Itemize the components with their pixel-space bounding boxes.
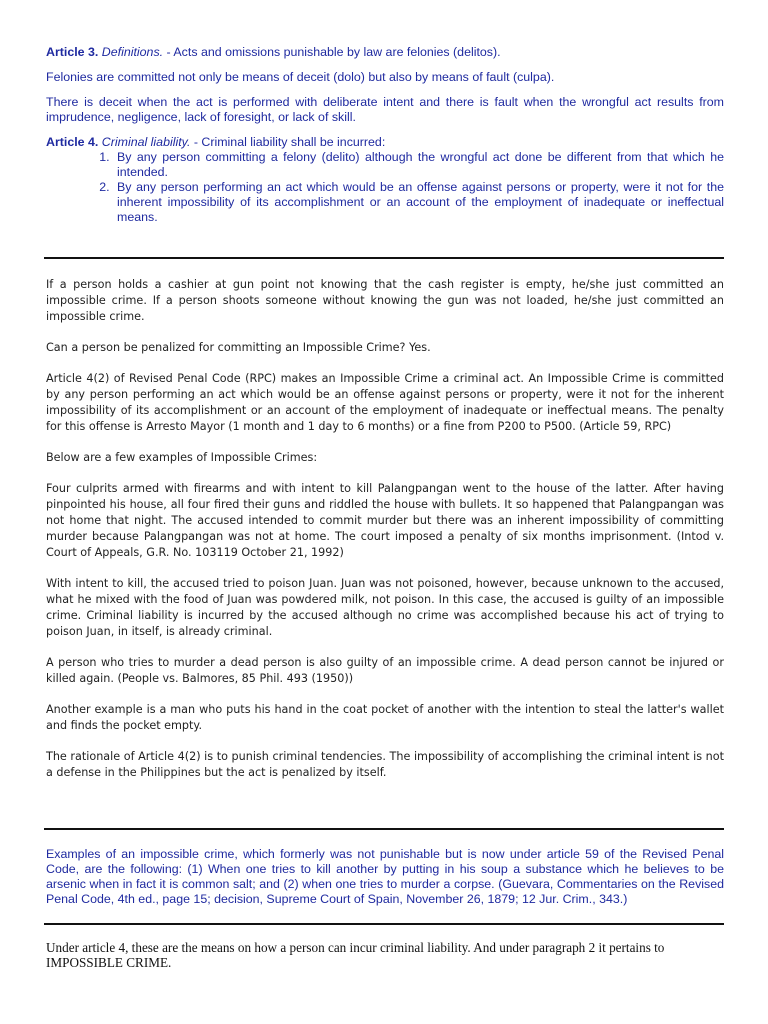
discussion-paragraph: The rationale of Article 4(2) is to punish criminal tendencies. The impossibility of accomplishing the criminal intent is not a defense in the Philippines but the act is penalized by itself. (46, 750, 724, 779)
discussion-section (46, 277, 724, 781)
discussion-paragraph: Can a person be penalized for committing an Impossible Crime? Yes. (46, 341, 431, 354)
discussion-paragraph: Another example is a man who puts his hand in the coat pocket of another with the intention to steal the latter's wallet and finds the pocket empty. (46, 703, 724, 732)
discussion-paragraph: If a person holds a cashier at gun point not knowing that the cash register is empty, he/she just committed an impossible crime. If a person shoots someone without knowing the gun was not loaded, he/she just committed an impossible crime. (46, 278, 724, 323)
discussion-paragraph: With intent to kill, the accused tried to poison Juan. Juan was not poisoned, however, because unknown to the accused, what he mixed with the food of Juan was powdered milk, not poison. In this case, the accused is guilty of an impossible crime. Criminal liability is incurred by the accused although no crime was accomplished because his act of trying to poison Juan, in itself, is already criminal. (46, 577, 724, 638)
list-item: 1. By any person committing a felony (delito) although the wrongful act done be different from that which he intended. (113, 150, 724, 180)
deceit-paragraph: There is deceit when the act is performed with deliberate intent and there is fault when the wrongful act results from imprudence, negligence, lack of foresight, or lack of skill. (46, 95, 724, 124)
statute-section (46, 45, 724, 225)
discussion-paragraph: Article 4(2) of Revised Penal Code (RPC) makes an Impossible Crime a criminal act. An Impossible Crime is committed by any person performing an act which would be an offense against persons or property, were it not for the inherent impossibility of its accomplishment or an account of the employment of inadequate or ineffectual means. The penalty for this offense is Arresto Mayor (1 month and 1 day to 6 months) or a fine from P200 to P500. (Article 59, RPC) (46, 372, 724, 433)
discussion-paragraph: Below are a few examples of Impossible Crimes: (46, 451, 318, 464)
closing-paragraph: Under article 4, these are the means on how a person can incur criminal liability. And under paragraph 2 it pertains to IMPOSSIBLE CRIME. (46, 940, 665, 970)
article-4-title: Criminal liability. (101, 135, 191, 149)
list-item: 2. By any person performing an act which would be an offense against persons or property, were it not for the inherent impossibility of its accomplishment or an account of the employment of inadequate or ineffectual means. (113, 180, 724, 225)
discussion-paragraph: Four culprits armed with firearms and with intent to kill Palangpangan went to the house of the latter. After having pinpointed his house, all four fired their guns and riddled the house with bullets. It so happened that Palangpangan was not home that night. The accused intended to commit murder but there was an inherent impossibility of committing murder because Palangpangan was not at home. The court imposed a penalty of six months imprisonment. (Intod v. Court of Appeals, G.R. No. 103119 October 21, 1992) (46, 482, 724, 559)
divider (44, 257, 724, 259)
closing-section (46, 940, 724, 970)
discussion-paragraph: A person who tries to murder a dead person is also guilty of an impossible crime. A dead person cannot be injured or killed again. (People vs. Balmores, 85 Phil. 493 (1950)) (46, 656, 724, 685)
article-4 (46, 135, 724, 150)
article-3-label: Article 3. (46, 45, 99, 59)
article-3 (46, 45, 724, 60)
divider (44, 828, 724, 830)
felonies-paragraph: Felonies are committed not only be means of deceit (dolo) but also by means of fault (culpa). (46, 70, 555, 84)
article-4-text: - Criminal liability shall be incurred: (190, 135, 386, 149)
divider (44, 923, 724, 925)
guevara-paragraph: Examples of an impossible crime, which formerly was not punishable but is now under article 59 of the Revised Penal Code, are the following: (1) When one tries to kill another by putting in his soup a substance which he believes to be arsenic when in fact it is common salt; and (2) when one tries to murder a corpse. (Guevara, Commentaries on the Revised Penal Code, 4th ed., page 15; decision, Supreme Court of Spain, November 26, 1879; 12 Jur. Crim., 343.) (46, 847, 724, 906)
article-4-label: Article 4. (46, 135, 99, 149)
article-3-text: - Acts and omissions punishable by law are felonies (delitos). (163, 45, 501, 59)
article-3-title: Definitions. (101, 45, 164, 59)
commentary-section (46, 847, 724, 907)
article-4-list (46, 150, 724, 225)
